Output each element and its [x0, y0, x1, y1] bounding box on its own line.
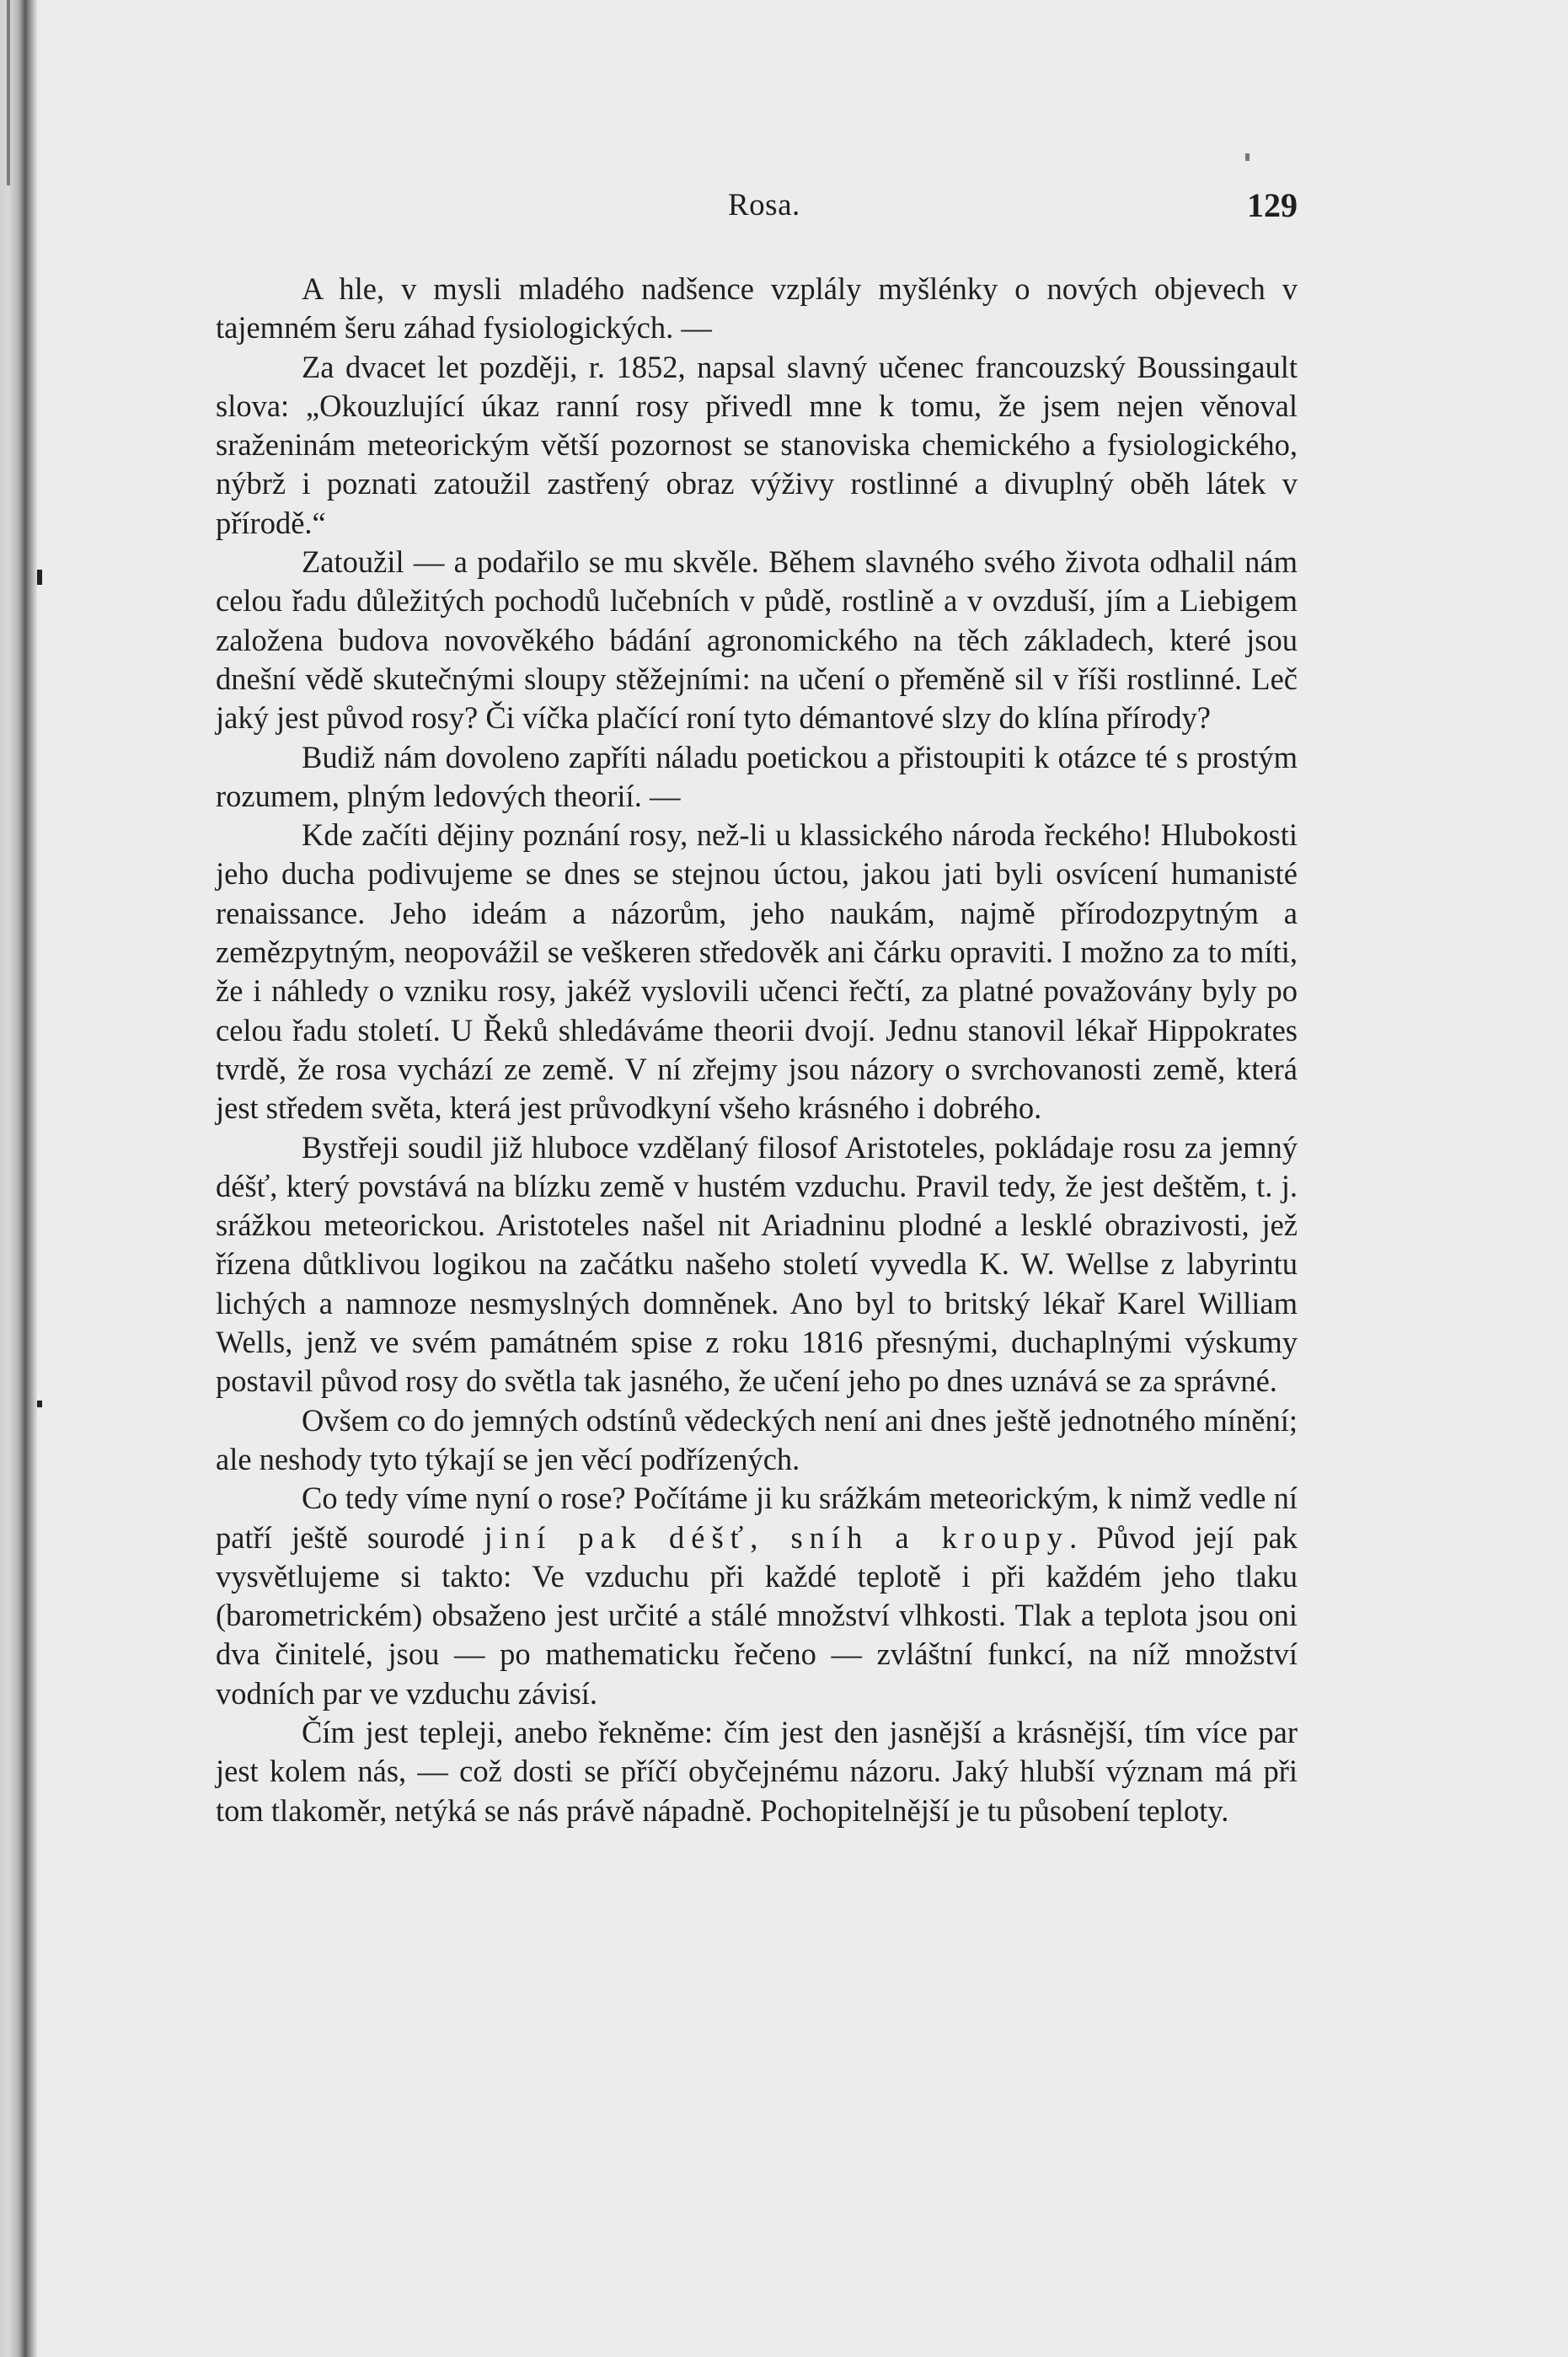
paragraph: Budiž nám dovoleno zapříti náladu poetickou a přistoupiti k otázce té s prostým rozumem, plným ledových theorií. —: [216, 739, 1298, 813]
speck-mark: [1245, 153, 1250, 161]
paragraph: Bystřeji soudil již hluboce vzdělaný filosof Aristoteles, pokládaje rosu za jemný déšť, který povstává na blízku země v hustém vzduchu. Pravil tedy, že jest deštěm, t. j. srážkou meteorickou. Aristoteles našel nit Ariadninu plodné a lesklé obrazivosti, jež řízena důtklivou logikou na začátku našeho století vyvedla K. W. Wellse z labyrintu lichých a namnoze nesmyslných domněnek. Ano byl to britský lékař Karel William Wells, jenž ve svém památném spise z roku 1816 přesnými, duchaplnými výskumy postavil původ rosy do světla tak jasného, že učení jeho po dnes uznává se za správné.: [216, 1129, 1298, 1399]
paragraph: Za dvacet let později, r. 1852, napsal slavný učenec francouzský Boussingault slova: „Okouzlující úkaz ranní rosy přivedl mne k tomu, že jsem nejen věnoval sraženinám meteorickým větší pozornost se stanoviska chemického a fysiologického, nýbrž i poznati zatoužil zastřený obraz výživy rostlinné a divuplný oběh látek v přírodě.“: [216, 349, 1298, 540]
paragraph: Kde začíti dějiny poznání rosy, než-li u klassického národa řeckého! Hlubokosti jeho ducha podivujeme se dnes se stejnou úctou, jakou jati byli osvícení humanisté renaissance. Jeho ideám a názorům, jeho naukám, najmě přírodozpytným a zemězpytným, neopovážil se veškeren středověk ani čárku opraviti. I možno za to míti, že i náhledy o vzniku rosy, jakéž vyslovili učenci řečtí, za platné považovány byly po celou řadu století. U Řeků shledáváme theorii dvojí. Jednu stanovil lékař Hippokrates tvrdě, že rosa vychází ze země. V ní zřejmy jsou názory o svrchovanosti země, která jest středem světa, která jest průvodkyní všeho krásného i dobrého.: [216, 817, 1298, 1126]
paragraph: Čím jest tepleji, anebo řekněme: čím jest den jasnější a krásnější, tím více par jest kolem nás, — což dosti se příčí obyčejnému názoru. Jaký hlubší význam má při tom tlakoměr, netýká se nás právě nápadně. Pochopitelnější je tu působení teploty.: [216, 1714, 1298, 1828]
running-title: Rosa.: [728, 188, 800, 222]
body-text: [216, 270, 1298, 1830]
paragraph: A hle, v mysli mladého nadšence vzplály myšlénky o nových objevech v tajemném šeru záhad fysiologických. —: [216, 271, 1298, 346]
paragraph: [216, 1479, 1298, 1713]
paragraph: Ovšem co do jemných odstínů vědeckých není ani dnes ještě jednotného mínění; ale neshody tyto týkají se jen věcí podřízených.: [216, 1402, 1298, 1476]
paragraph: Zatoužil — a podařilo se mu skvěle. Během slavného svého života odhalil nám celou řadu důležitých pochodů lučebních v půdě, rostlině a v ovzduší, jím a Liebigem založena budova novověkého bádání agronomického na těch základech, které jsou dnešní vědě skutečnými sloupy stěžejními: na učení o přeměně sil v říši rostlinné. Leč jaký jest původ rosy? Či víčka plačící roní tyto démantové slzy do klína přírody?: [216, 544, 1298, 736]
paragraph-text: Co tedy víme nyní o rose? Počítáme ji ku srážkám meteorickým, k nimž vedle ní patří ještě sourodé: [216, 1481, 1298, 1555]
edge-mark: [37, 1401, 42, 1407]
running-header: [216, 180, 1298, 231]
spaced-emphasis-text: jiní pak déšť, sníh a kroupy: [484, 1519, 1070, 1555]
page-number: 129: [1247, 186, 1298, 224]
page-binding-edge: [0, 0, 37, 2357]
edge-mark: [37, 570, 42, 585]
paragraph-text: . Původ její pak vysvětlujeme si takto: Ve vzduchu při každé teplotě i při každém jeho tlaku (barometrickém) obsaženo jest určité a stálé množství vlhkosti. Tlak a teplota jsou oni dva činitelé, jsou — po mathematicku řečeno — zvláštní funkcí, na níž množství vodních par ve vzduchu závisí.: [216, 1519, 1298, 1711]
